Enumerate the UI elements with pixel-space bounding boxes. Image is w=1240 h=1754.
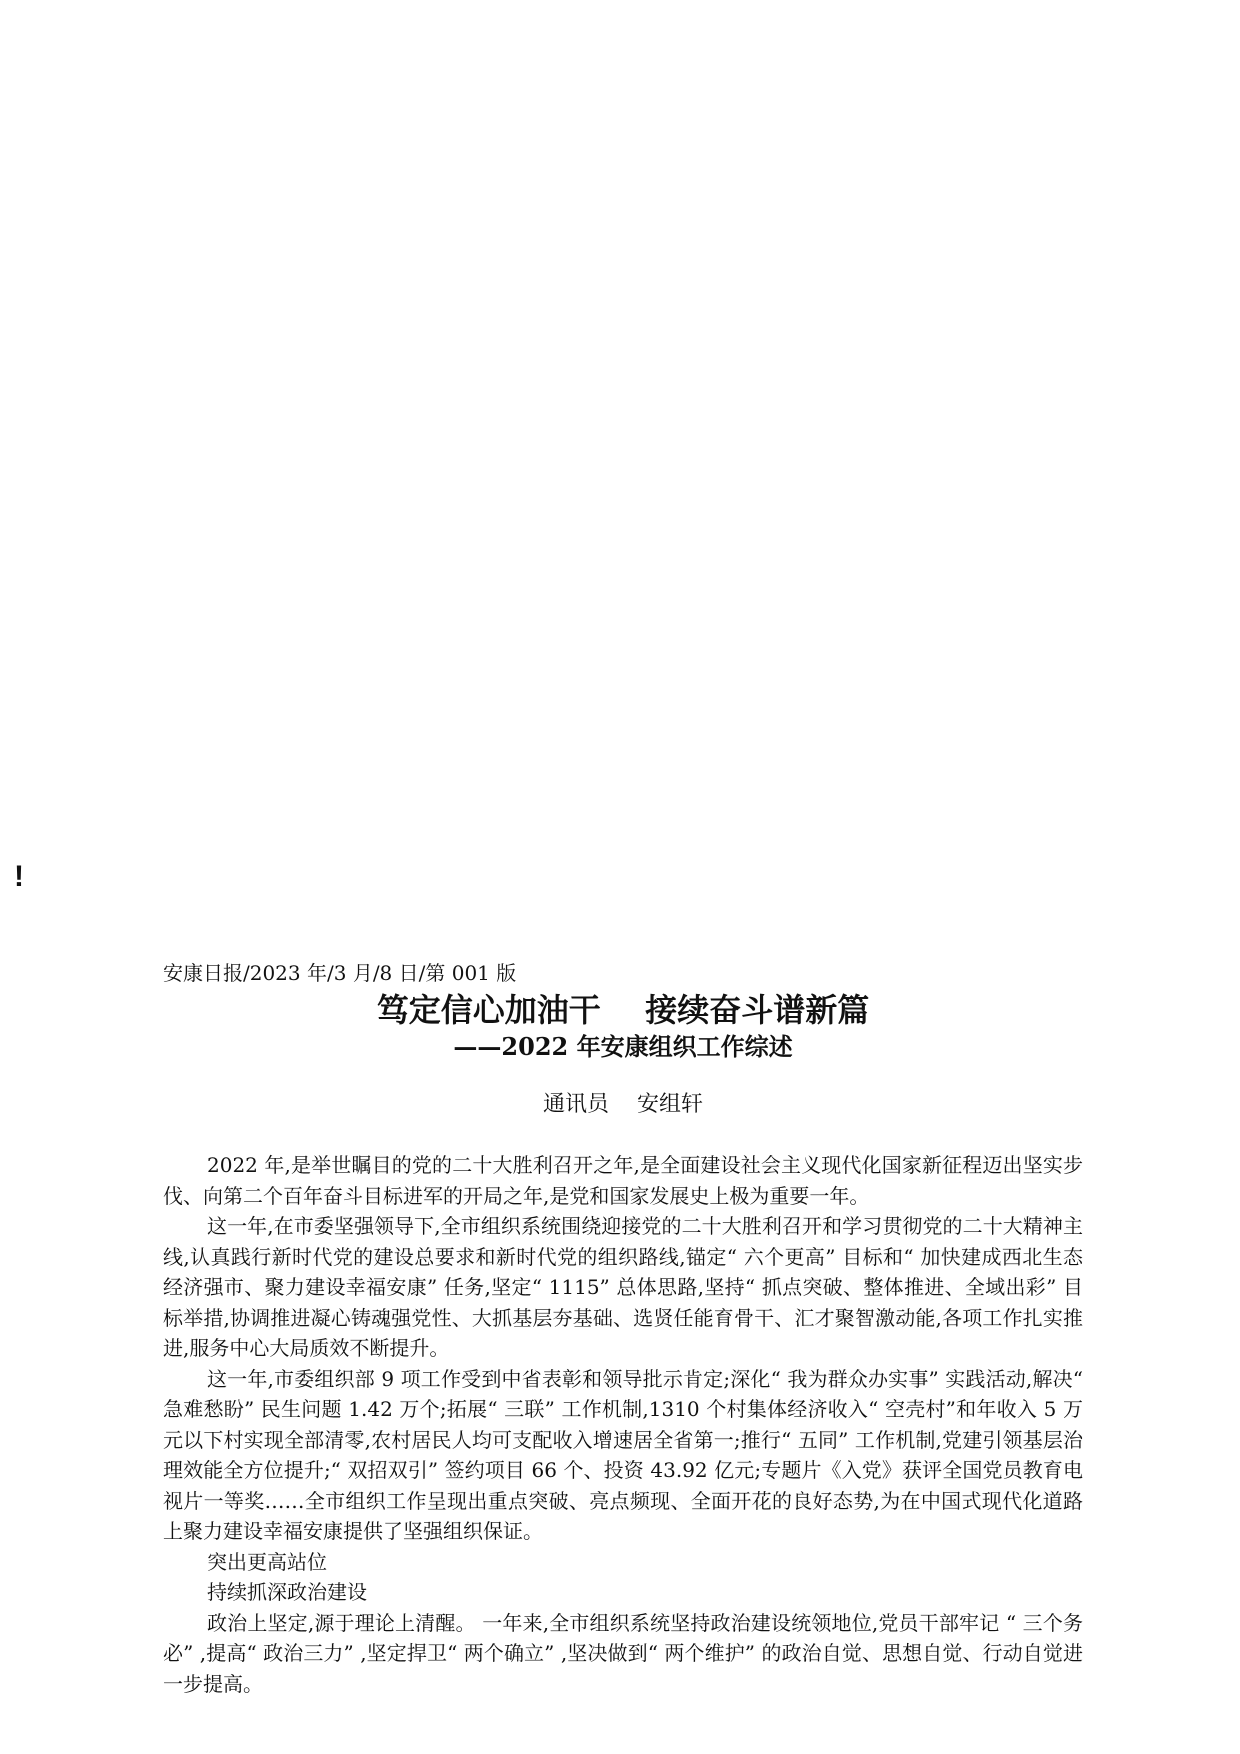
paragraph-overview: 这一年,在市委坚强领导下,全市组织系统围绕迎接党的二十大胜利召开和学习贯彻党的二十大精神主线,认真践行新时代党的建设总要求和新时代党的组织路线,锚定“ 六个更高” 目标和“ 加快建成西北生态经济强市、聚力建设幸福安康” 任务,坚定“ 1115” 总体思路,坚持“ 抓点突破、整体推进、全域出彩” 目标举措,协调推进凝心铸魂强党性、大抓基层夯基础、选贤任能育骨干、汇才聚智激动能,各项工作扎实推进,服务中心大局质效不断提升。 [163, 1214, 1083, 1360]
article [163, 958, 1083, 1699]
paragraph-achievements: 这一年,市委组织部 9 项工作受到中省表彰和领导批示肯定;深化“ 我为群众办实事” 实践活动,解决“ 急难愁盼” 民生问题 1.42 万个;拓展“ 三联” 工作机制,1310 个村集体经济收入“ 空壳村”和年收入 5 万元以下村实现全部清零,农村居民人均可支配收入增速居全省第一;推行“ 五同” 工作机制,党建引领基层治理效能全方位提升;“ 双招双引” 签约项目 66 个、投资 43.92 亿元;专题片《入党》获评全国党员教育电视片一等奖……全市组织工作呈现出重点突破、亮点频现、全面开花的良好态势,为在中国式现代化道路上聚力建设幸福安康提供了坚强组织保证。 [163, 1366, 1083, 1543]
section-heading: 突出更高站位 [207, 1549, 327, 1574]
article-subtitle: ——2022 年安康组织工作综述 [453, 1032, 793, 1061]
paragraph-intro: 2022 年,是举世瞩目的党的二十大胜利召开之年,是全面建设社会主义现代化国家新征程迈出坚实步伐、向第二个百年奋斗目标进军的开局之年,是党和国家发展史上极为重要一年。 [163, 1153, 1083, 1208]
byline: 通讯员 安组轩 [543, 1092, 703, 1117]
source-line: 安康日报/2023 年/3 月/8 日/第 001 版 [163, 961, 517, 985]
warning-marker: ! [14, 860, 24, 893]
article-title: 笃定信心加油干 接续奋斗谱新篇 [376, 991, 870, 1029]
section-subheading: 持续抓深政治建设 [207, 1580, 367, 1604]
paragraph-political: 政治上坚定,源于理论上清醒。 一年来,全市组织系统坚持政治建设统领地位,党员干部牢记 “ 三个务必” ,提高“ 政治三力” ,坚定捍卫“ 两个确立” ,坚决做到“ 两个维护” 的政治自觉、思想自觉、行动自觉进一步提高。 [163, 1610, 1083, 1696]
